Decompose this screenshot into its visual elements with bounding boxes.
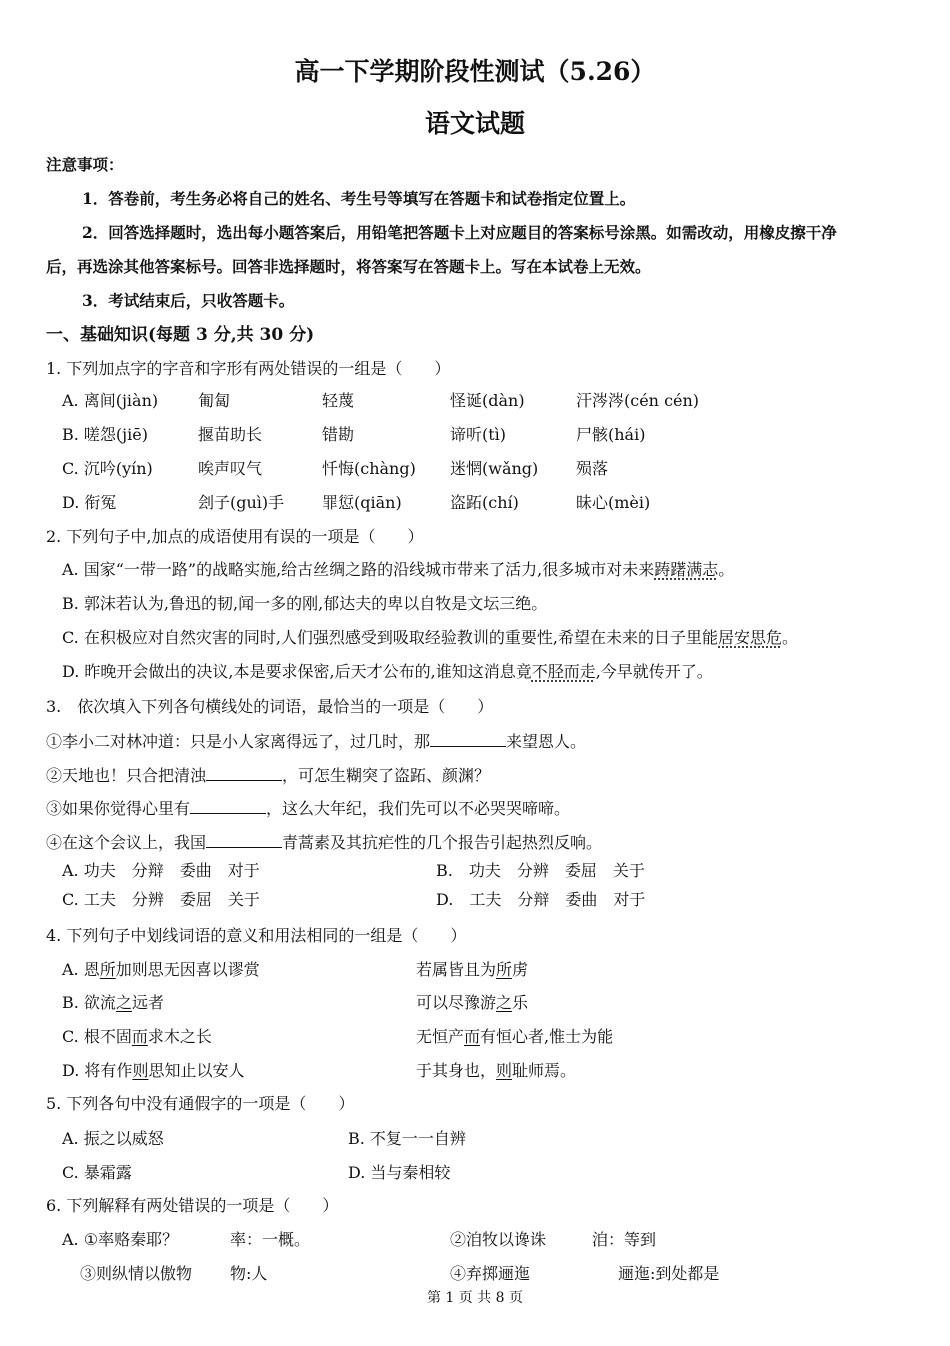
q2-stem: 2. 下列句子中,加点的成语使用有误的一项是（ ） xyxy=(46,527,424,546)
q1-a-2: 匍匐 xyxy=(198,391,231,410)
q4-c-left: C. 根不固而求木之长 xyxy=(62,1027,212,1046)
q1-b-3: 错勘 xyxy=(322,425,355,444)
notice-item-2-line-1: 2．回答选择题时，选出每小题答案后，用铅笔把答题卡上对应题目的答案标号涂黑。如需改动，用橡皮擦干净 xyxy=(82,223,837,242)
q3-option-a: A. 功夫 分辩 委曲 对于 xyxy=(62,861,260,880)
q1-b-5: 尸骸(hái) xyxy=(576,425,646,444)
q2-option-b: B. 郭沫若认为,鲁迅的韧,闻一多的刚,郁达夫的卑以自牧是文坛三绝。 xyxy=(62,594,548,613)
q3-option-d: D. 工夫 分辩 委曲 对于 xyxy=(436,890,646,909)
q2-d-idiom: 不胫而走 xyxy=(531,662,596,681)
q1-d-2: 刽子(guì)手 xyxy=(198,493,285,512)
q1-a-5: 汗涔涔(cén cén) xyxy=(576,391,700,410)
q1-c-4: 迷惘(wǎng) xyxy=(450,459,539,478)
q1-c-3: 忏悔(chàng) xyxy=(322,459,416,478)
q6-a-2-gloss: 洎：等到 xyxy=(592,1230,657,1249)
q1-b-4: 谛听(tì) xyxy=(450,425,507,444)
q3-sentence-1: ①李小二对林冲道：只是小人家离得远了，过几时，那 来望恩人。 xyxy=(46,732,587,751)
q2-c-idiom: 居安思危 xyxy=(718,628,783,647)
q1-b-1: B. 嗟怨(jiē) xyxy=(62,425,148,444)
q4-d-right: 于其身也，则耻师焉。 xyxy=(416,1061,577,1080)
q2-option-d: D. 昨晚开会做出的决议,本是要求保密,后天才公布的,谁知这消息竟不胫而走,今早就传开了。 xyxy=(62,662,713,681)
q4-a-right: 若属皆且为所虏 xyxy=(416,960,529,979)
q1-a-3: 轻蔑 xyxy=(322,391,355,410)
q4-d-left: D. 将有作则思知止以安人 xyxy=(62,1061,245,1080)
q5-option-b: B. 不复一一自辨 xyxy=(348,1129,466,1148)
q5-option-c: C. 暴霜露 xyxy=(62,1163,132,1182)
q3-blank-1 xyxy=(430,732,506,747)
q3-option-c: C. 工夫 分辨 委屈 关于 xyxy=(62,890,260,909)
exam-title: 高一下学期阶段性测试（5.26） xyxy=(294,57,656,86)
q2-option-a: A. 国家“一带一路”的战略实施,给古丝绸之路的沿线城市带来了活力,很多城市对未来踌躇满志。 xyxy=(62,560,735,579)
q3-blank-4 xyxy=(206,833,282,848)
q1-b-2: 揠苗助长 xyxy=(198,425,263,444)
notice-item-1: 1．答卷前，考生务必将自己的姓名、考生号等填写在答题卡和试卷指定位置上。 xyxy=(82,189,636,208)
exam-subject: 语文试题 xyxy=(424,109,525,138)
q4-a-left: A. 恩所加则思无因喜以谬赏 xyxy=(62,960,260,979)
q1-d-3: 罪愆(qiān) xyxy=(322,493,402,512)
section-1-title: 一、基础知识(每题 3 分,共 30 分) xyxy=(46,325,315,345)
q3-sentence-4: ④在这个会议上，我国 青蒿素及其抗疟性的几个报告引起热烈反响。 xyxy=(46,833,603,852)
notice-item-2-line-2: 后，再选涂其他答案标号。回答非选择题时，将答案写在答题卡上。写在本试卷上无效。 xyxy=(46,257,651,276)
q3-sentence-3: ③如果你觉得心里有 ，这么大年纪，我们先可以不必哭哭啼啼。 xyxy=(46,799,571,818)
q3-sentence-2: ②天地也！只合把清浊 ，可怎生糊突了盗跖、颜渊？ xyxy=(46,766,491,785)
q3-stem: 3. 依次填入下列各句横线处的词语，最恰当的一项是（ ） xyxy=(46,697,494,716)
q1-d-1: D. 衔冤 xyxy=(62,493,117,512)
q1-c-1: C. 沉吟(yín) xyxy=(62,459,153,478)
q6-a-4: ④弃掷逦迤 xyxy=(450,1264,531,1283)
q3-blank-3 xyxy=(190,799,266,814)
q6-a-4-gloss: 逦迤:到处都是 xyxy=(618,1264,720,1283)
q1-stem: 1. 下列加点字的字音和字形有两处错误的一组是（ ） xyxy=(46,359,451,378)
q6-a-2: ②洎牧以谗诛 xyxy=(450,1230,547,1249)
q5-option-a: A. 振之以威怒 xyxy=(62,1129,164,1148)
q1-c-2: 唉声叹气 xyxy=(198,459,263,478)
q1-d-5: 昧心(mèi) xyxy=(576,493,651,512)
q5-option-d: D. 当与秦相较 xyxy=(348,1163,451,1182)
notice-heading: 注意事项： xyxy=(46,155,124,174)
q2-option-c: C. 在积极应对自然灾害的同时,人们强烈感受到吸取经验教训的重要性,希望在未来的日子里能居安思危。 xyxy=(62,628,799,647)
q6-a-1-gloss: 率：一概。 xyxy=(230,1230,311,1249)
q4-b-right: 可以尽豫游之乐 xyxy=(416,993,529,1012)
q5-stem: 5. 下列各句中没有通假字的一项是（ ） xyxy=(46,1094,355,1113)
q3-option-b: B. 功夫 分辨 委屈 关于 xyxy=(436,861,645,880)
q1-d-4: 盗跖(chí) xyxy=(450,493,519,512)
page-number: 第 1 页 共 8 页 xyxy=(426,1290,524,1306)
notice-item-3: 3．考试结束后，只收答题卡。 xyxy=(82,291,295,310)
q4-stem: 4. 下列句子中划线词语的意义和用法相同的一组是（ ） xyxy=(46,926,467,945)
q6-stem: 6. 下列解释有两处错误的一项是（ ） xyxy=(46,1196,339,1215)
q6-a-1: A. ①率赂秦耶？ xyxy=(62,1230,179,1249)
q6-a-3-gloss: 物:人 xyxy=(230,1264,268,1283)
q3-blank-2 xyxy=(206,766,282,781)
q1-c-5: 殒落 xyxy=(576,459,609,478)
q4-b-left: B. 欲流之远者 xyxy=(62,993,164,1012)
q4-c-right: 无恒产而有恒心者,惟士为能 xyxy=(416,1027,614,1046)
q1-a-4: 怪诞(dàn) xyxy=(450,391,525,410)
q1-a-1: A. 离间(jiàn) xyxy=(62,391,159,410)
q6-a-3: ③则纵情以傲物 xyxy=(80,1264,193,1283)
q2-a-idiom: 踌躇满志 xyxy=(654,560,719,579)
